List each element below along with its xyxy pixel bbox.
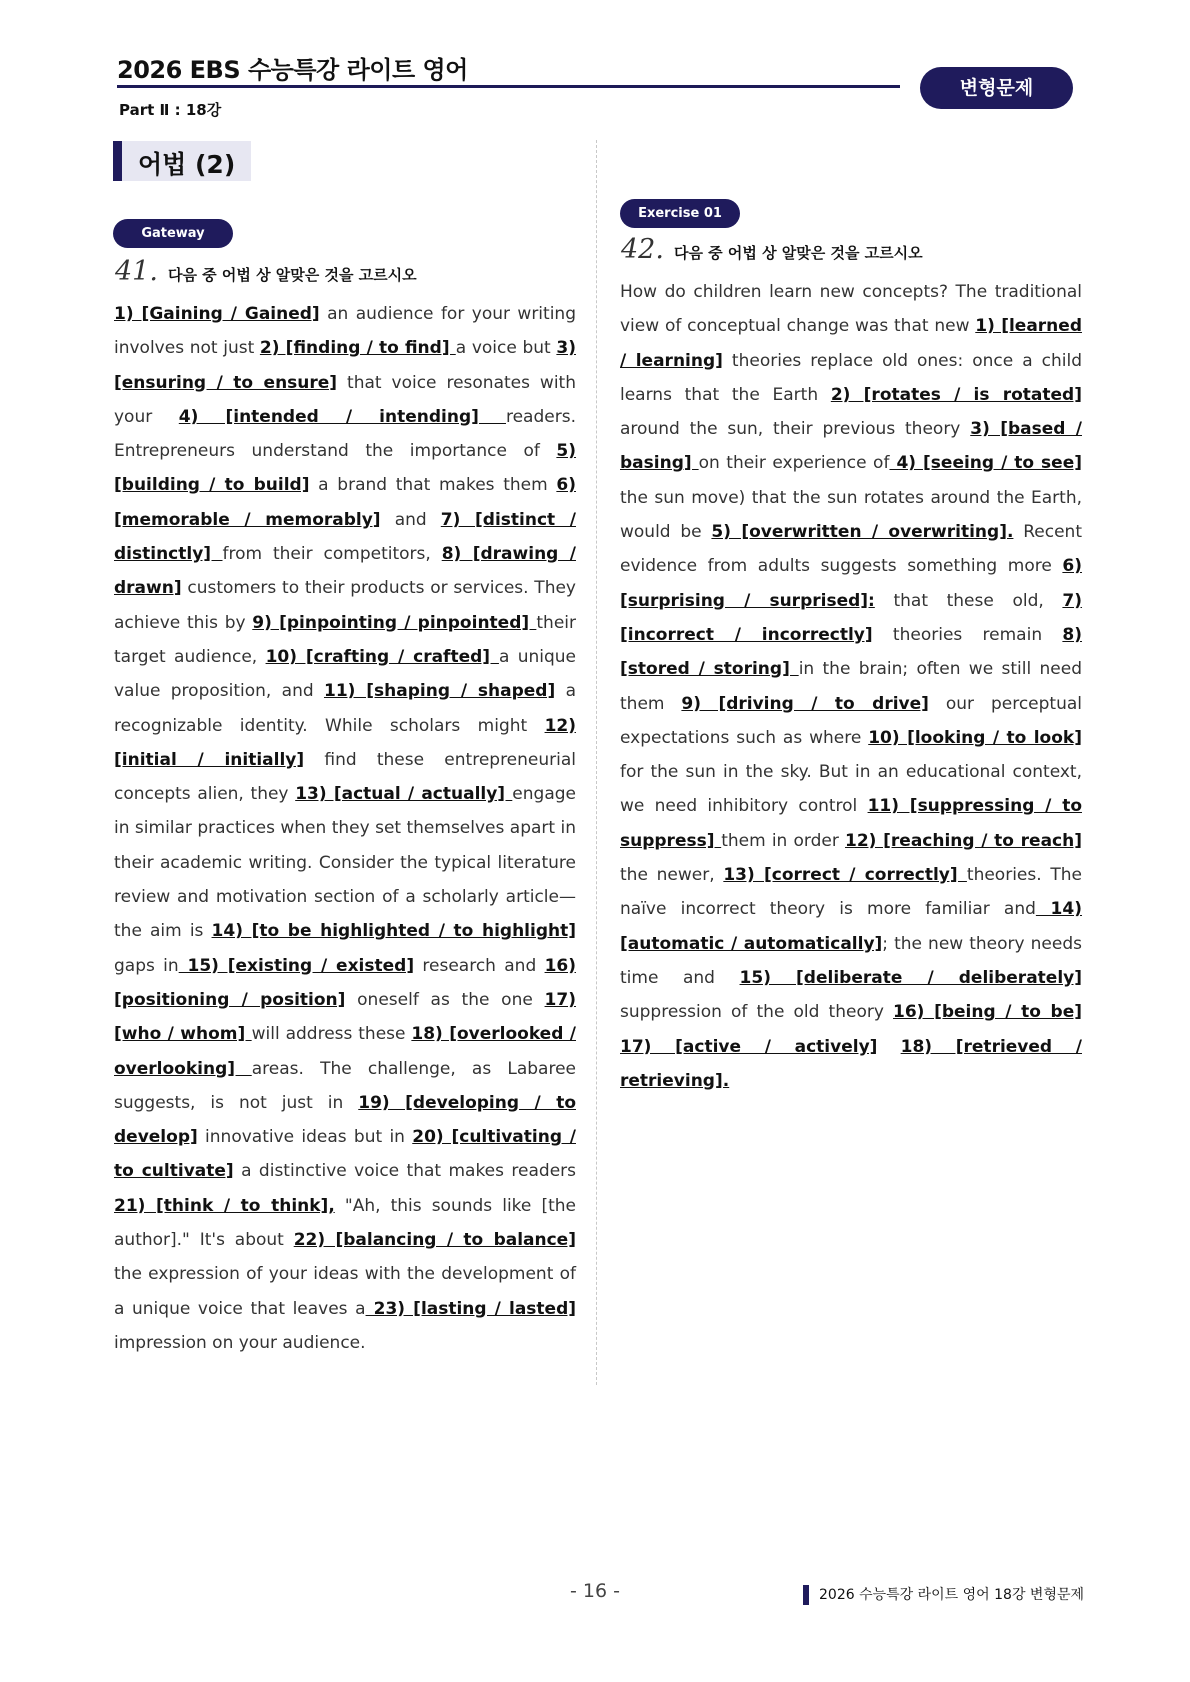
answer-option[interactable]: 10) [crafting / crafted] — [265, 646, 499, 667]
passage-text: for the sun in the sky. But in an educational context, we need inhibitory control — [620, 762, 1082, 817]
passage-text: ; the new theory needs time and — [620, 933, 1082, 988]
answer-option[interactable]: 21) [think / to think], — [114, 1195, 335, 1216]
passage-text: a distinctive voice that makes readers — [233, 1161, 577, 1182]
passage-42 — [620, 275, 1082, 1098]
passage-text: theories remain — [872, 624, 1063, 645]
question-number: 41. — [115, 256, 158, 287]
passage-text: our perceptual expectations such as where — [620, 693, 1082, 748]
question-41-heading — [115, 256, 417, 287]
passage-text: engage in similar practices when they set themselves apart in their academic writing. Consider the typical literature review and motivation section of a scholarly article—the aim is — [114, 784, 576, 942]
gateway-tag: Gateway — [113, 219, 233, 248]
answer-option[interactable]: 5) [building / to build] — [114, 441, 576, 496]
answer-option[interactable]: 13) [correct / correctly] — [723, 865, 967, 886]
answer-option[interactable]: 23) [lasting / lasted] — [365, 1298, 577, 1319]
passage-text: suppression of the old theory — [620, 1002, 894, 1023]
answer-option[interactable]: 16) [positioning / position] — [114, 955, 576, 1010]
passage-41 — [114, 297, 576, 1360]
part-label: Part Ⅱ : 18강 — [119, 101, 222, 119]
passage-text: a recognizable identity. While scholars might — [114, 681, 577, 736]
passage-text: gaps in — [114, 955, 179, 976]
question-instruction: 다음 중 어법 상 알맞은 것을 고르시오 — [673, 244, 923, 262]
passage-text: their target audience, — [114, 612, 576, 667]
passage-text: a brand that makes them — [309, 475, 557, 496]
answer-option[interactable]: 20) [cultivating / to cultivate] — [114, 1127, 576, 1182]
passage-text: in the brain; often we still need them — [620, 659, 1082, 714]
passage-text: the sun move) that the sun rotates around the Earth, would be — [620, 487, 1082, 543]
passage-text: innovative ideas but in — [197, 1127, 413, 1148]
passage-text: areas. The challenge, as Labaree suggests, is not just in — [114, 1058, 577, 1113]
answer-option[interactable]: 2) [finding / to find] — [259, 338, 456, 359]
passage-text: impression on your audience. — [114, 1332, 366, 1353]
answer-option[interactable]: 12) [reaching / to reach] — [845, 830, 1082, 851]
answer-option[interactable]: 3) [ensuring / to ensure] — [114, 338, 576, 393]
answer-option[interactable]: 11) [suppressing / to suppress] — [620, 796, 1082, 851]
passage-text: oneself as the one — [345, 989, 545, 1010]
answer-option[interactable]: 11) [shaping / shaped] — [323, 681, 556, 702]
footer-label: 2026 수능특강 라이트 영어 18강 변형문제 — [803, 1585, 1084, 1605]
passage-text: the newer, — [620, 865, 724, 886]
passage-text: a voice but — [455, 338, 557, 359]
passage-text: around the sun, their previous theory — [620, 419, 971, 440]
passage-text: from their competitors, — [222, 544, 442, 565]
answer-option[interactable]: 9) [driving / to drive] — [681, 693, 929, 714]
answer-option[interactable]: 16) [being / to be] — [893, 1002, 1082, 1023]
answer-option[interactable]: 15) [existing / existed] — [178, 955, 415, 976]
answer-option[interactable]: 1) [Gaining / Gained] — [114, 304, 320, 324]
passage-text: theories replace old ones: once a child learns that the Earth — [620, 350, 1083, 405]
passage-text: a unique value proposition, and — [114, 646, 577, 702]
answer-option[interactable]: 8) [stored / storing] — [620, 624, 1082, 680]
answer-option[interactable]: 9) [pinpointing / pinpointed] — [252, 612, 537, 633]
section-accent-bar — [113, 141, 122, 181]
answer-option[interactable]: 19) [developing / to develop] — [114, 1092, 576, 1148]
passage-text: that these old, — [874, 590, 1063, 611]
passage-text: Recent evidence from adults suggests something more — [620, 522, 1082, 577]
answer-option[interactable]: 7) [incorrect / incorrectly] — [620, 590, 1083, 645]
answer-option[interactable]: 5) [overwritten / overwriting]. — [711, 522, 1014, 543]
answer-option[interactable]: 4) [intended / intending] — [178, 406, 506, 427]
answer-option[interactable]: 6) [surprising / surprised]: — [620, 556, 1082, 611]
header-divider — [117, 85, 900, 88]
answer-option[interactable]: 10) [looking / to look] — [868, 727, 1082, 748]
passage-text: and — [380, 509, 441, 530]
answer-option[interactable]: 14) [automatic / automatically] — [620, 899, 1082, 954]
section-title: 어법 (2) — [138, 150, 236, 179]
answer-option[interactable]: 14) [to be highlighted / to highlight] — [211, 921, 576, 942]
answer-option[interactable]: 13) [actual / actually] — [295, 784, 513, 805]
passage-text: find these entrepreneurial concepts alien, they — [114, 749, 577, 805]
passage-text: How do children learn new concepts? The traditional view of conceptual change was that new — [620, 282, 1082, 337]
passage-text: readers. Entrepreneurs understand the importance of — [114, 406, 576, 462]
passage-text — [877, 1037, 900, 1057]
answer-option[interactable]: 7) [distinct / distinctly] — [114, 509, 576, 565]
question-number: 42. — [621, 234, 664, 265]
answer-option[interactable]: 2) [rotates / is rotated] — [830, 384, 1082, 405]
question-instruction: 다음 중 어법 상 알맞은 것을 고르시오 — [167, 266, 417, 284]
section-heading — [113, 141, 251, 181]
passage-text: theories. The naïve incorrect theory is more familiar and — [620, 865, 1082, 920]
answer-option[interactable]: 17) [who / whom] — [114, 989, 576, 1045]
passage-text: them in order — [721, 830, 846, 851]
passage-text: "Ah, this sounds like [the author]." It's about — [114, 1195, 576, 1251]
answer-option[interactable]: 17) [active / actively] — [620, 1036, 878, 1057]
passage-text: research and — [414, 955, 545, 976]
passage-text: on their experience of — [698, 453, 890, 474]
passage-text: will address these — [251, 1024, 412, 1045]
answer-option[interactable]: 22) [balancing / to balance] — [293, 1230, 576, 1251]
exercise-tag: Exercise 01 — [620, 199, 740, 228]
answer-option[interactable]: 3) [based / basing] — [620, 419, 1082, 474]
passage-text: the expression of your ideas with the development of a unique voice that leaves a — [114, 1264, 576, 1319]
answer-option[interactable]: 4) [seeing / to see] — [889, 453, 1083, 474]
answer-option[interactable]: 1) [learned / learning] — [620, 316, 1082, 371]
answer-option[interactable]: 15) [deliberate / deliberately] — [739, 967, 1082, 988]
passage-text: that voice resonates with your — [114, 372, 576, 427]
answer-option[interactable]: 12) [initial / initially] — [114, 715, 576, 770]
passage-text: customers to their products or services. They achieve this by — [114, 578, 576, 633]
answer-option[interactable]: 18) [retrieved / retrieving]. — [620, 1036, 1082, 1091]
column-divider — [596, 140, 597, 1385]
page-number: - 16 - — [570, 1580, 620, 1602]
passage-text: an audience for your writing involves not just — [114, 304, 576, 359]
answer-option[interactable]: 8) [drawing / drawn] — [114, 544, 576, 599]
variant-badge: 변형문제 — [920, 67, 1073, 109]
answer-option[interactable]: 18) [overlooked / overlooking] — [114, 1024, 576, 1079]
document-title: 2026 EBS 수능특강 라이트 영어 — [117, 56, 468, 84]
question-42-heading — [621, 234, 923, 265]
answer-option[interactable]: 6) [memorable / memorably] — [114, 475, 576, 530]
